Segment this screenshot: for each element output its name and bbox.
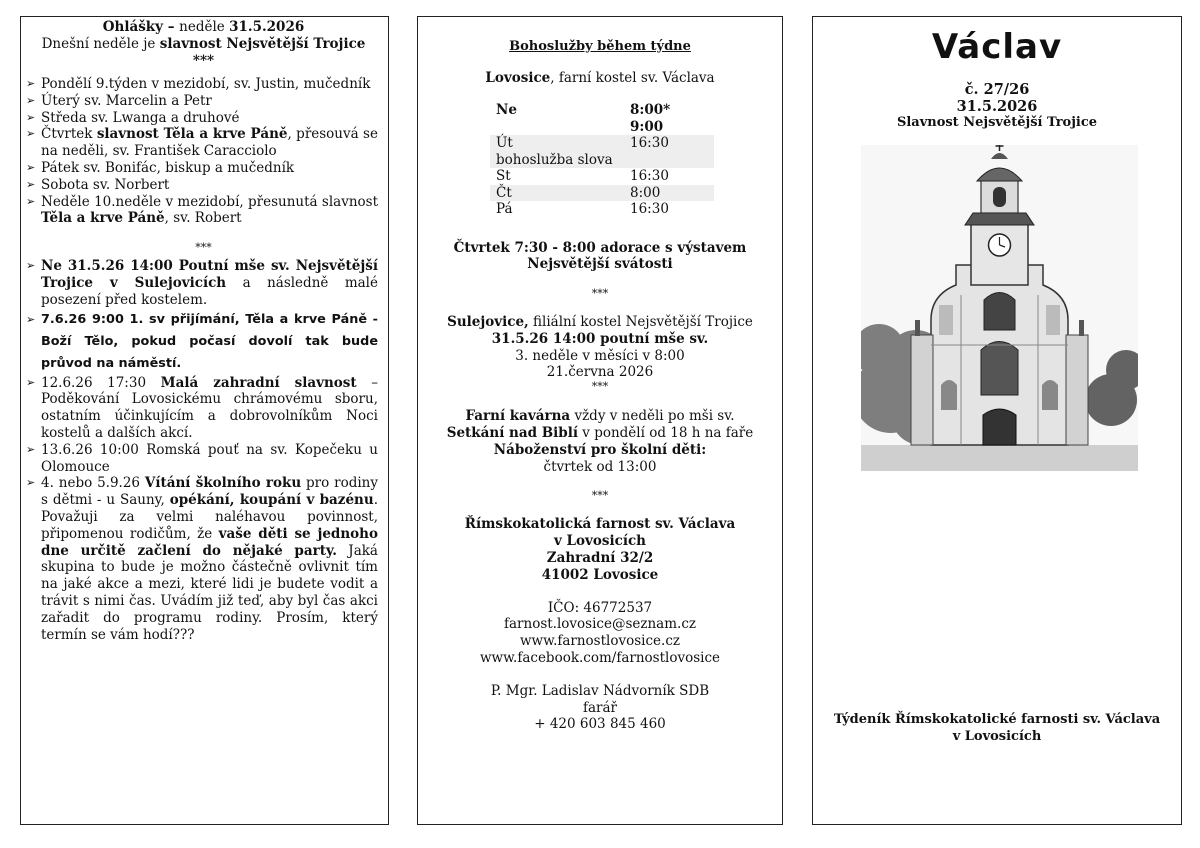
services-panel bbox=[417, 16, 783, 825]
adoration-note: Čtvrtek 7:30 - 8:00 adorace s výstavem Nejsvětější svátosti bbox=[453, 239, 747, 273]
weekday-list bbox=[26, 76, 378, 227]
arrow-bullet-icon: ➢ bbox=[26, 177, 36, 191]
arrow-bullet-icon: ➢ bbox=[26, 476, 36, 490]
newsletter-title: Václav bbox=[931, 27, 1063, 67]
table-row: Ne 8:00* bbox=[496, 102, 671, 118]
phone-number: + 420 603 845 460 bbox=[534, 716, 666, 733]
arrow-bullet-icon: ➢ bbox=[26, 194, 36, 208]
list-item: ➢ Ne 31.5.26 14:00 Poutní mše sv. Nejsvětější Trojice v Sulejovicích a následně malé posezení před kostelem. bbox=[26, 258, 378, 308]
arrow-bullet-icon: ➢ bbox=[26, 160, 36, 174]
list-item: ➢ Úterý sv. Marcelin a Petr bbox=[26, 92, 212, 109]
website-link[interactable]: www.farnostlovosice.cz bbox=[520, 633, 680, 650]
list-item: ➢ Pátek sv. Bonifác, biskup a mučedník bbox=[26, 159, 295, 176]
parish-activities: Farní kavárna vždy v neděli po mši sv. Setkání nad Biblí v pondělí od 18 h na faře Náboženství pro školní děti: čtvrtek od 13:00 bbox=[446, 408, 754, 475]
priest-info: P. Mgr. Ladislav Nádvorník SDB farář + 420 603 845 460 bbox=[490, 682, 710, 733]
table-row: 9:00 bbox=[630, 118, 664, 135]
list-item: ➢ Neděle 10.neděle v mezidobí, přesunutá slavnost Těla a krve Páně, sv. Robert bbox=[26, 193, 378, 227]
ico-number: IČO: 46772537 bbox=[547, 599, 653, 616]
feast-title: Slavnost Nejsvětější Trojice bbox=[896, 115, 1098, 130]
issue-info bbox=[813, 81, 1181, 115]
arrow-bullet-icon: ➢ bbox=[26, 93, 36, 107]
list-item: ➢ Středa sv. Lwanga a druhové bbox=[26, 109, 240, 126]
arrow-bullet-icon: ➢ bbox=[26, 127, 36, 141]
arrow-bullet-icon: ➢ bbox=[26, 312, 36, 326]
services-title: Bohoslužby během týdne bbox=[509, 39, 691, 54]
parish-address: Římskokatolická farnost sv. Václava v Lovosicích Zahradní 32/2 41002 Lovosice bbox=[464, 516, 736, 583]
table-row: Út 16:30 bbox=[490, 135, 714, 152]
separator-stars: *** bbox=[591, 287, 609, 301]
arrow-bullet-icon: ➢ bbox=[26, 442, 36, 456]
table-row: bohoslužba slova bbox=[490, 152, 714, 169]
arrow-bullet-icon: ➢ bbox=[26, 110, 36, 124]
table-row: Pá 16:30 bbox=[496, 201, 669, 217]
facebook-link[interactable]: www.facebook.com/farnostlovosice bbox=[479, 650, 721, 667]
arrow-bullet-icon: ➢ bbox=[26, 375, 36, 389]
list-item: ➢ Pondělí 9.týden v mezidobí, sv. Justin, mučedník bbox=[26, 76, 371, 92]
separator-stars: *** bbox=[591, 380, 609, 394]
events-list bbox=[26, 258, 379, 643]
church-illustration bbox=[861, 145, 1138, 471]
arrow-bullet-icon: ➢ bbox=[26, 77, 36, 90]
announcements-panel bbox=[20, 16, 389, 825]
announcements-header: Ohlášky – neděle 31.5.2026 Dnešní neděle je slavnost Nejsvětější Trojice *** bbox=[41, 19, 366, 69]
sulejovice-info: Sulejovice, filiální kostel Nejsvětější Trojice 31.5.26 14:00 poutní mše sv. 3. neděle v měsíci v 8:00 21.června 2026 bbox=[447, 314, 753, 381]
cover-panel bbox=[812, 16, 1182, 825]
email-link[interactable]: farnost.lovosice@seznam.cz bbox=[504, 616, 696, 633]
newsletter-footer: Týdeník Římskokatolické farnosti sv. Václava v Lovosicích bbox=[833, 712, 1161, 744]
issue-number: č. 27/26 bbox=[964, 81, 1030, 98]
separator-stars: *** bbox=[195, 241, 212, 255]
list-item: ➢ 7.6.26 9:00 1. sv přijímání, Těla a krve Páně - Boží Tělo, pokud počasí dovolí tak bude průvod na náměstí. bbox=[29, 309, 378, 375]
table-row: St 16:30 bbox=[496, 168, 669, 184]
list-item: ➢ 13.6.26 10:00 Romská pouť na sv. Kopečeku u Olomouce bbox=[26, 441, 378, 475]
table-row: Čt 8:00 bbox=[490, 185, 714, 202]
list-item: ➢ 12.6.26 17:30 Malá zahradní slavnost – Poděkování Lovosickému chrámovému sboru, ostatním účinkujícím a dobrovolníkům Noci kostelů a dalších akcí. bbox=[26, 374, 379, 441]
lovosice-church: Lovosice, farní kostel sv. Václava bbox=[485, 70, 715, 86]
issue-date: 31.5.2026 bbox=[956, 98, 1038, 115]
separator-stars: *** bbox=[591, 489, 609, 503]
arrow-bullet-icon: ➢ bbox=[26, 259, 36, 273]
list-item: ➢ Sobota sv. Norbert bbox=[26, 176, 170, 193]
schedule-table bbox=[490, 102, 714, 218]
list-item: ➢ Čtvrtek slavnost Těla a krve Páně, přesouvá se na neděli, sv. František Caracciolo bbox=[26, 126, 378, 160]
list-item: ➢ 4. nebo 5.9.26 Vítání školního roku pro rodiny s dětmi - u Sauny, opékání, koupání v bazénu. Považuji za velmi naléhavou povinnost, připomenou rodičům, že vaše děti se jednoho dne určitě začlení do nějaké party. Jaká skupina to bude je možno částečně ovlivnit tím na jaké akce a mezi, které lidi je budete vodit a trávit s nimi čas. Uvádím již teď, aby byl čas akci zařadit do programu rodiny. Prosím, který termín se vám hodí??? bbox=[26, 475, 378, 643]
contact-info bbox=[428, 600, 772, 667]
